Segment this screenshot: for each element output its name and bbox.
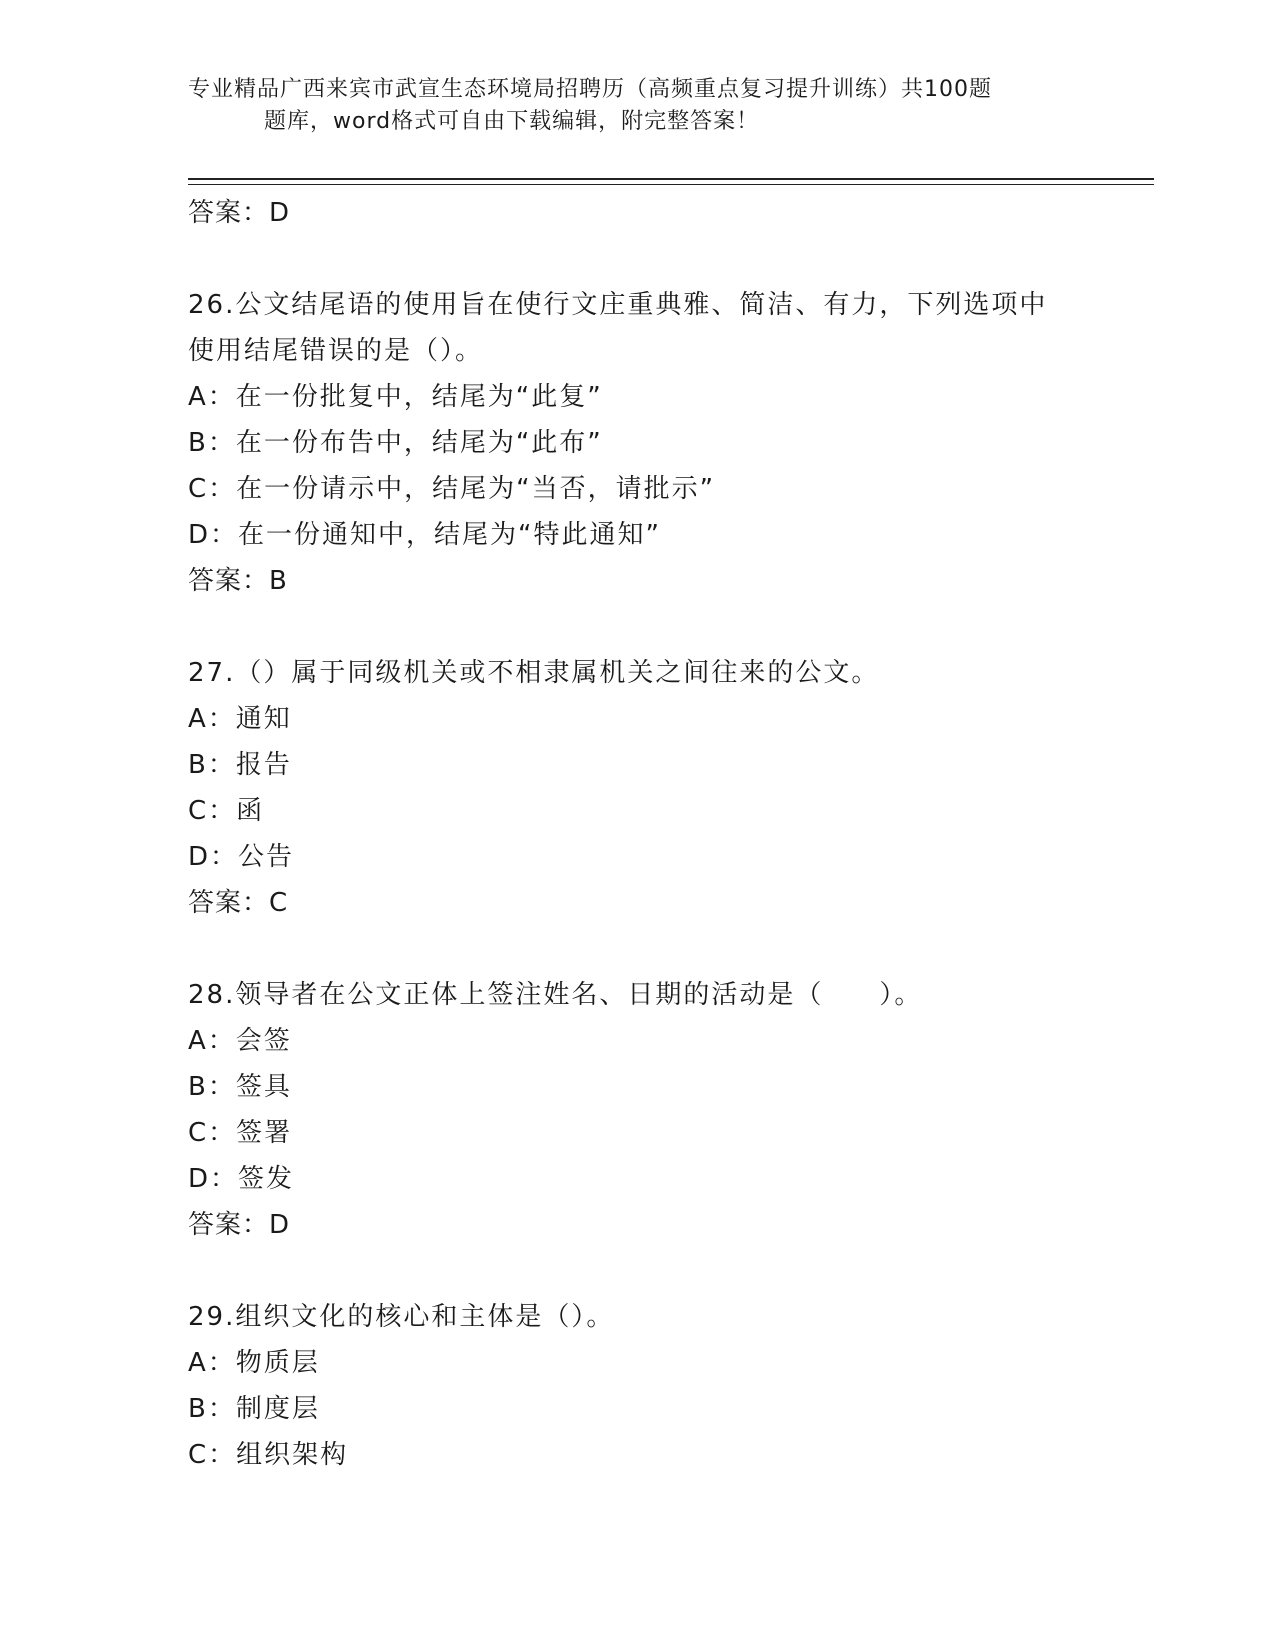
question-stem: 27.（）属于同级机关或不相隶属机关之间往来的公文。 (188, 658, 880, 688)
option-c: C：在一份请示中，结尾为“当否，请批示” (188, 474, 716, 504)
document-header (188, 74, 1088, 138)
option-d: D：公告 (188, 842, 295, 872)
option-c: C：函 (188, 796, 265, 826)
option-b: B：在一份布告中，结尾为“此布” (188, 428, 603, 458)
option-c: C：组织架构 (188, 1440, 349, 1470)
option-a: A：在一份批复中，结尾为“此复” (188, 382, 603, 412)
header-rule-thin (188, 184, 1154, 185)
option-c: C：签署 (188, 1118, 293, 1148)
question-29 (188, 1294, 1088, 1478)
option-d: D：在一份通知中，结尾为“特此通知” (188, 520, 661, 550)
option-d: D：签发 (188, 1164, 295, 1194)
spacer (188, 604, 1088, 650)
spacer (188, 1248, 1088, 1294)
answer: 答案：B (188, 566, 288, 596)
option-a: A：物质层 (188, 1348, 320, 1378)
header-rule-thick (188, 178, 1154, 180)
question-26 (188, 282, 1088, 604)
header-line-1: 专业精品广西来宾市武宣生态环境局招聘历（高频重点复习提升训练）共100题 (188, 77, 992, 102)
spacer (188, 926, 1088, 972)
option-a: A：通知 (188, 704, 292, 734)
spacer (188, 236, 1088, 282)
question-27 (188, 650, 1088, 926)
answer-25: 答案：D (188, 198, 291, 228)
header-line-2: 题库，word格式可自由下载编辑，附完整答案！ (264, 109, 760, 134)
option-b: B：签具 (188, 1072, 292, 1102)
option-b: B：报告 (188, 750, 292, 780)
question-stem: 28.领导者在公文正体上签注姓名、日期的活动是（ ）。 (188, 980, 923, 1010)
document-body (188, 190, 1088, 1478)
option-b: B：制度层 (188, 1394, 320, 1424)
answer: 答案：D (188, 1210, 291, 1240)
question-stem-continued: 使用结尾错误的是（）。 (188, 336, 484, 366)
answer: 答案：C (188, 888, 289, 918)
question-stem: 26.公文结尾语的使用旨在使行文庄重典雅、简洁、有力，下列选项中 (188, 290, 1048, 320)
question-stem: 29.组织文化的核心和主体是（）。 (188, 1302, 615, 1332)
question-28 (188, 972, 1088, 1248)
option-a: A：会签 (188, 1026, 292, 1056)
